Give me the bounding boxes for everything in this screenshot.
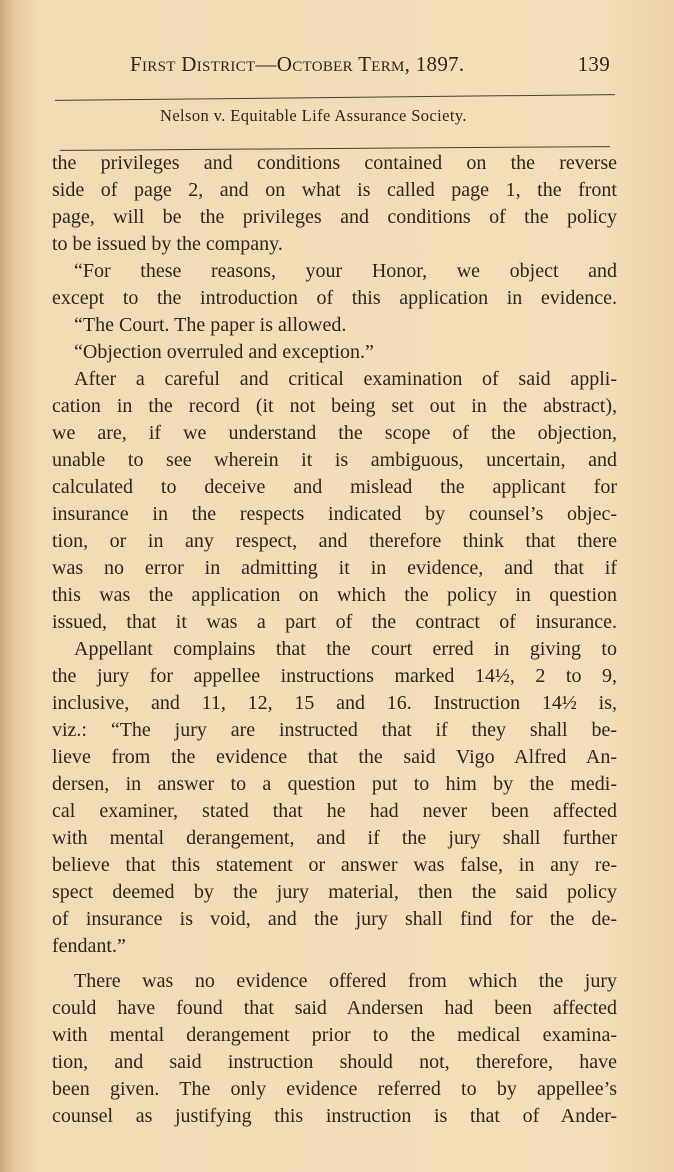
text-line: spect deemed by the jury material, then the said policy bbox=[52, 881, 617, 903]
text-line: fendant.” bbox=[52, 935, 126, 957]
text-line: page, will be the privileges and conditions of the policy bbox=[52, 206, 617, 228]
text-line: believe that this statement or answer was false, in any re- bbox=[52, 854, 617, 876]
text-line: calculated to deceive and mislead the applicant for bbox=[52, 476, 617, 498]
text-line: except to the introduction of this application in evidence. bbox=[52, 287, 617, 309]
text-line: was no error in admitting it in evidence, and that if bbox=[52, 557, 617, 579]
text-line: the jury for appellee instructions marked 14½, 2 to 9, bbox=[52, 665, 617, 687]
text-line: the privileges and conditions contained on the reverse bbox=[52, 152, 617, 174]
running-head-title: First District—October Term, 1897. bbox=[130, 52, 465, 76]
text-line: cal examiner, stated that he had never been affected bbox=[52, 800, 617, 822]
text-line: to be issued by the company. bbox=[52, 233, 283, 255]
text-line: After a careful and critical examination of said appli- bbox=[74, 368, 617, 390]
text-line: this was the application on which the policy in question bbox=[52, 584, 617, 606]
text-line: inclusive, and 11, 12, 15 and 16. Instruction 14½ is, bbox=[52, 692, 617, 714]
text-line: lieve from the evidence that the said Vigo Alfred An- bbox=[52, 746, 617, 768]
paragraph-gap bbox=[52, 960, 617, 968]
text-line: There was no evidence offered from which the jury bbox=[74, 970, 617, 992]
body-text bbox=[52, 150, 617, 1130]
text-line: counsel as justifying this instruction is that of Ander- bbox=[52, 1105, 617, 1127]
text-line: viz.: “The jury are instructed that if they shall be- bbox=[52, 719, 617, 741]
text-line: “For these reasons, your Honor, we object and bbox=[74, 260, 617, 282]
text-line: “The Court. The paper is allowed. bbox=[74, 314, 347, 336]
text-line: insurance in the respects indicated by counsel’s objec- bbox=[52, 503, 617, 525]
page-number: 139 bbox=[577, 52, 610, 76]
text-line: could have found that said Andersen had been affected bbox=[52, 997, 617, 1019]
text-line: Appellant complains that the court erred in giving to bbox=[74, 638, 617, 660]
text-line: “Objection overruled and exception.” bbox=[74, 341, 374, 363]
text-line: dersen, in answer to a question put to him by the medi- bbox=[52, 773, 617, 795]
text-line: cation in the record (it not being set out in the abstract), bbox=[52, 395, 617, 417]
text-line: unable to see wherein it is ambiguous, uncertain, and bbox=[52, 449, 617, 471]
text-line: issued, that it was a part of the contract of insurance. bbox=[52, 611, 617, 633]
text-line: tion, or in any respect, and therefore think that there bbox=[52, 530, 617, 552]
text-line: with mental derangement prior to the medical examina- bbox=[52, 1024, 617, 1046]
text-line: we are, if we understand the scope of the objection, bbox=[52, 422, 617, 444]
text-line: with mental derangement, and if the jury shall further bbox=[52, 827, 617, 849]
case-name: Nelson v. Equitable Life Assurance Society. bbox=[160, 106, 467, 125]
text-line: tion, and said instruction should not, therefore, have bbox=[52, 1051, 617, 1073]
text-line: been given. The only evidence referred to by appellee’s bbox=[52, 1078, 617, 1100]
header-rule-top bbox=[55, 94, 615, 101]
text-line: side of page 2, and on what is called page 1, the front bbox=[52, 179, 617, 201]
text-line: of insurance is void, and the jury shall find for the de- bbox=[52, 908, 617, 930]
